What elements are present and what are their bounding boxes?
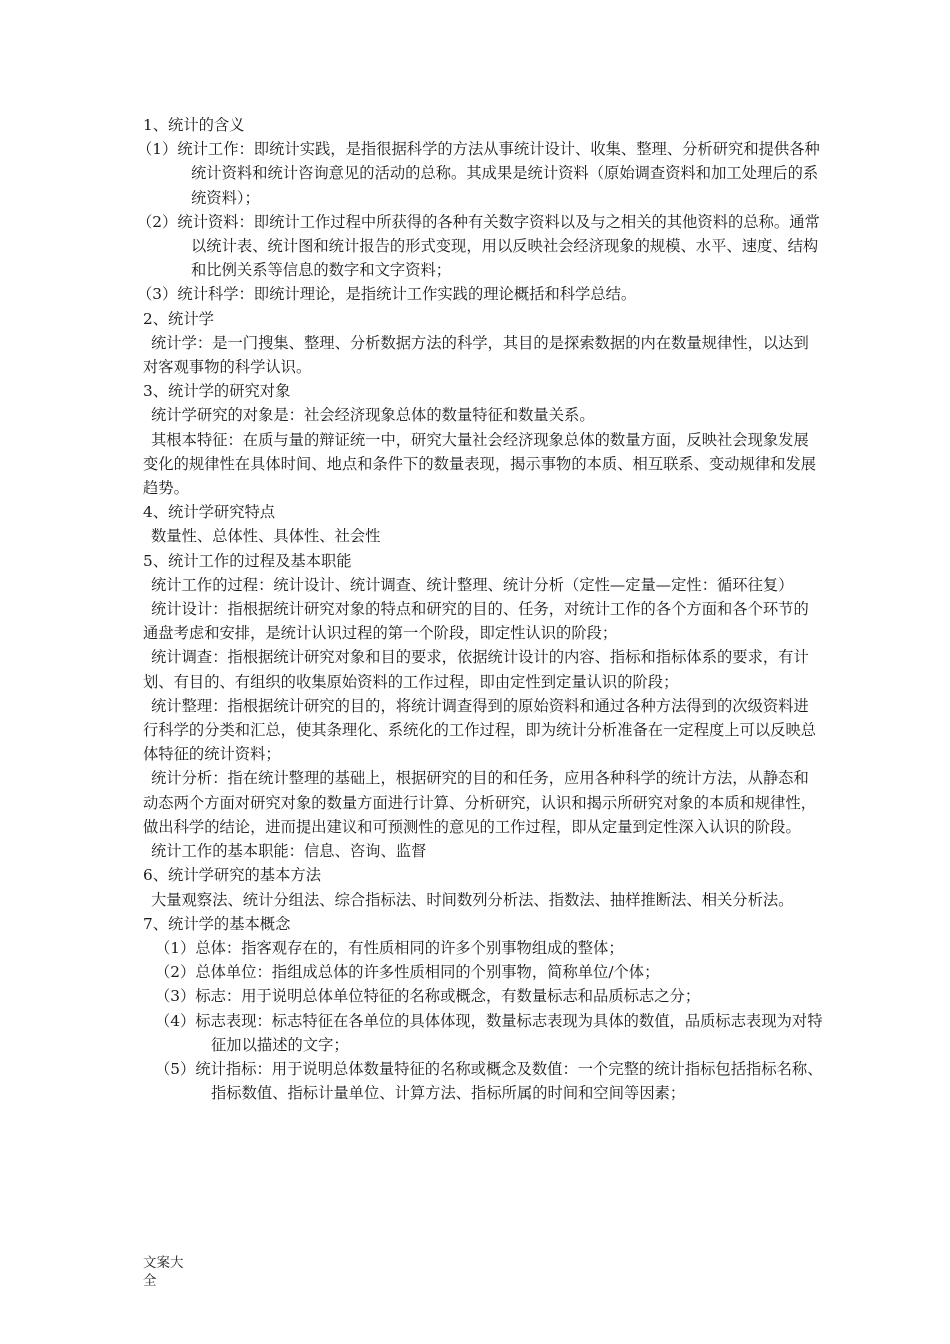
list-item: （4）标志表现：标志特征在各单位的具体体现，数量标志表现为具体的数值，品质标志表现为对特征加以描述的文字； [155,1011,823,1054]
list-item: （2）总体单位：指组成总体的许多性质相同的个别事物，简称单位/个体； [155,963,660,982]
paragraph: 大量观察法、统计分组法、综合指标法、时间数列分析法、指数法、抽样推断法、相关分析法。 [151,890,794,909]
paragraph: 统计调查：指根据统计研究对象和目的要求，依据统计设计的内容、指标和指标体系的要求，有计划、有目的、有组织的收集原始资料的工作过程，即由定性到定量认识的阶段； [143,648,809,691]
paragraph: 统计学：是一门搜集、整理、分析数据方法的科学，其目的是探索数据的内在数量规律性，以达到对客观事物的科学认识。 [143,333,809,377]
paragraph: 数量性、总体性、具体性、社会性 [151,527,381,546]
document-body [137,113,823,1105]
paragraph: 统计设计：指根据统计研究对象的特点和研究的目的、任务，对统计工作的各个方面和各个环节的通盘考虑和安排，是统计认识过程的第一个阶段，即定性认识的阶段； [143,600,809,643]
list-item: （1）统计工作：即统计实践，是指很据科学的方法从事统计设计、收集、整理、分析研究和提供各种统计资料和统计咨询意见的活动的总称。其成果是统计资料（原始调查资料和加工处理后的系统资料）； [137,140,820,207]
paragraph: 统计整理：指根据统计研究的目的，将统计调查得到的原始资料和通过各种方法得到的次级资料进行科学的分类和汇总，使其条理化、系统化的工作过程，即为统计分析准备在一定程度上可以反映总体特征的统计资料； [143,696,817,764]
section-heading: 3、统计学的研究对象 [143,382,291,401]
section-heading: 5、统计工作的过程及基本职能 [143,551,352,570]
list-item: （5）统计指标：用于说明总体数量特征的名称或概念及数值：一个完整的统计指标包括指标名称、指标数值、指标计量单位、计算方法、指标所属的时间和空间等因素； [155,1059,823,1103]
section-heading: 4、统计学研究特点 [143,503,276,522]
paragraph: 统计分析：指在统计整理的基础上，根据研究的目的和任务，应用各种科学的统计方法，从静态和动态两个方面对研究对象的数量方面进行计算、分析研究，认识和揭示所研究对象的本质和规律性，做出科学的结论，进而提出建议和可预测性的意见的工作过程，即从定量到定性深入认识的阶段。 [143,769,817,836]
section-heading: 7、统计学的基本概念 [143,914,291,933]
list-item: （3）统计科学：即统计理论，是指统计工作实践的理论概括和科学总结。 [137,285,637,304]
paragraph: 统计工作的过程：统计设计、统计调查、统计整理、统计分析（定性—定量—定性：循环往复） [151,575,794,594]
paragraph: 统计学研究的对象是：社会经济现象总体的数量特征和数量关系。 [151,406,595,425]
paragraph: 统计工作的基本职能：信息、咨询、监督 [151,842,427,861]
section-heading: 2、统计学 [143,309,214,328]
section-heading: 1、统计的含义 [143,116,245,134]
page-footer: 文案大全 [143,1255,184,1289]
list-item: （1）总体：指客观存在的，有性质相同的许多个别事物组成的整体； [155,938,624,957]
list-item: （2）统计资料：即统计工作过程中所获得的各种有关数字资料以及与之相关的其他资料的总称。通常以统计表、统计图和统计报告的形式变现，用以反映社会经济现象的规模、水平、速度、结构和比例关系等信息的数字和文字资料； [137,212,820,280]
list-item: （3）标志：用于说明总体单位特征的名称或概念，有数量标志和品质标志之分； [155,987,701,1006]
paragraph: 其根本特征：在质与量的辩证统一中，研究大量社会经济现象总体的数量方面，反映社会现象发展变化的规律性在具体时间、地点和条件下的数量表现，揭示事物的本质、相互联系、变动规律和发展趋势。 [143,430,817,498]
section-heading: 6、统计学研究的基本方法 [143,866,321,885]
